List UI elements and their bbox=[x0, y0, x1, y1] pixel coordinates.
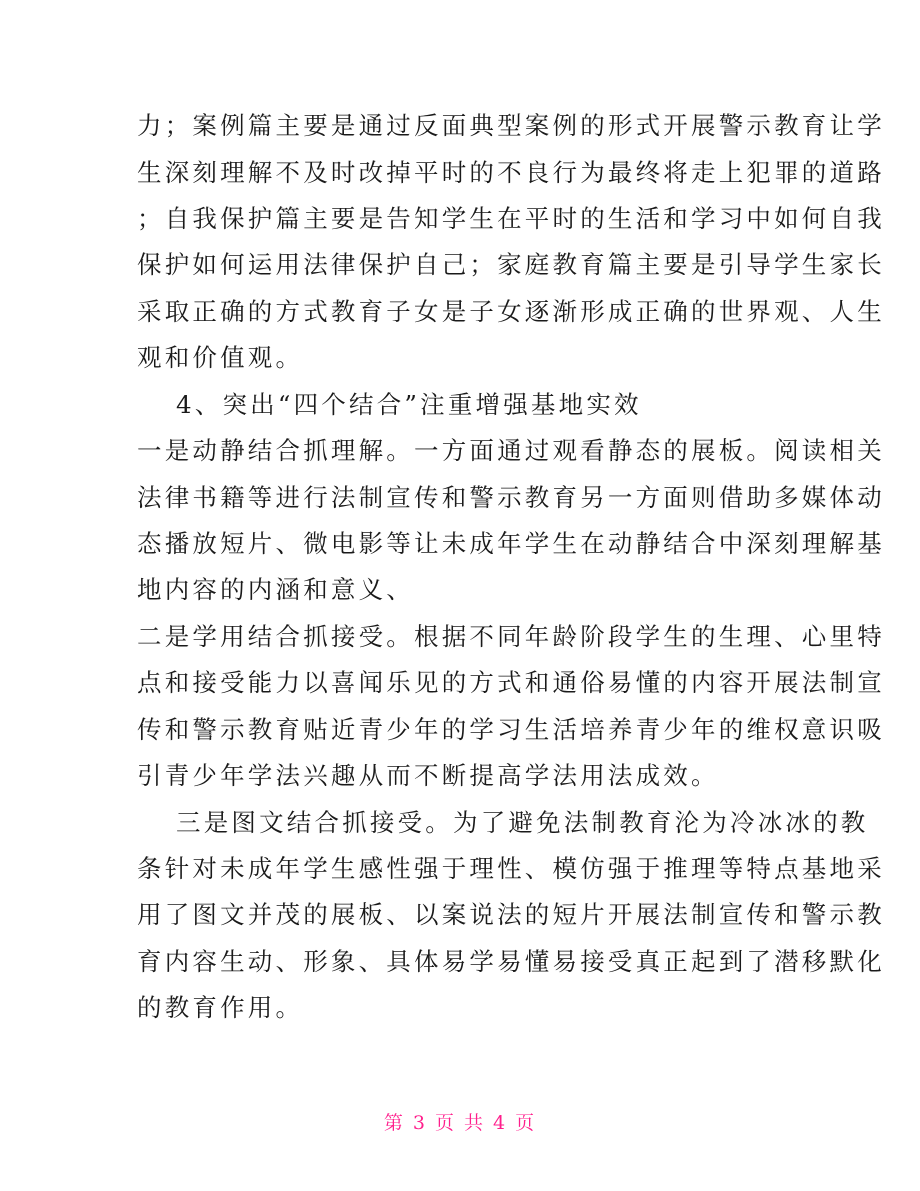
text-line: 观和价值观。 bbox=[137, 343, 304, 372]
text-line: 一是动静结合抓理解。一方面通过观看静态的展板。阅读相关 bbox=[137, 436, 885, 465]
text-line: 保护如何运用法律保护自己；家庭教育篇主要是引导学生家长 bbox=[137, 250, 885, 279]
page-number-footer: 第 3 页 共 4 页 bbox=[383, 1112, 537, 1134]
text-line: 采取正确的方式教育子女是子女逐渐形成正确的世界观、人生 bbox=[137, 297, 885, 326]
section-heading: 4、突出“四个结合”注重增强基地实效 bbox=[176, 390, 642, 419]
text-line: 二是学用结合抓接受。根据不同年龄阶段学生的生理、心里特 bbox=[137, 622, 885, 651]
text-line: 引青少年学法兴趣从而不断提高学法用法成效。 bbox=[137, 761, 719, 790]
text-line: 力；案例篇主要是通过反面典型案例的形式开展警示教育让学 bbox=[137, 111, 885, 140]
text-line: 法律书籍等进行法制宣传和警示教育另一方面则借助多媒体动 bbox=[137, 483, 885, 512]
text-line: 育内容生动、形象、具体易学易懂易接受真正起到了潜移默化 bbox=[137, 947, 885, 976]
text-line: ；自我保护篇主要是告知学生在平时的生活和学习中如何自我 bbox=[137, 204, 885, 233]
text-line: 用了图文并茂的展板、以案说法的短片开展法制宣传和警示教 bbox=[137, 900, 885, 929]
text-line: 态播放短片、微电影等让未成年学生在动静结合中深刻理解基 bbox=[137, 529, 885, 558]
text-line: 三是图文结合抓接受。为了避免法制教育沦为冷冰冰的教 bbox=[176, 808, 869, 837]
text-line: 的教育作用。 bbox=[137, 993, 304, 1022]
text-line: 生深刻理解不及时改掉平时的不良行为最终将走上犯罪的道路 bbox=[137, 158, 885, 187]
text-line: 地内容的内涵和意义、 bbox=[137, 575, 414, 604]
text-line: 条针对未成年学生感性强于理性、模仿强于推理等特点基地采 bbox=[137, 854, 885, 883]
text-line: 点和接受能力以喜闻乐见的方式和通俗易懂的内容开展法制宣 bbox=[137, 668, 885, 697]
text-line: 传和警示教育贴近青少年的学习生活培养青少年的维权意识吸 bbox=[137, 715, 885, 744]
